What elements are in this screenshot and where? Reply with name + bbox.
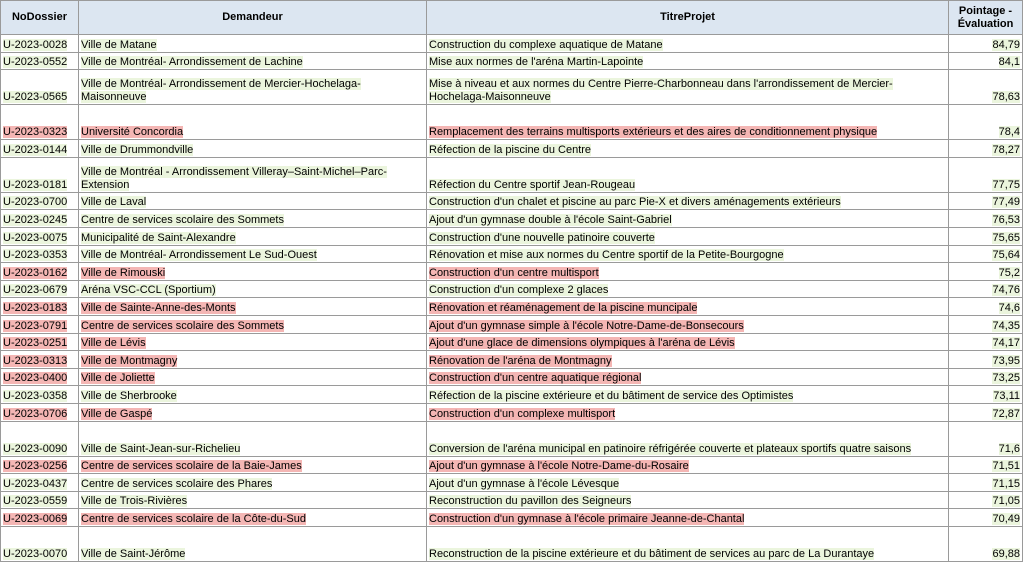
cell-id-text: U-2023-0700 [3,196,68,209]
header-id[interactable]: NoDossier [1,1,79,35]
cell-title-text: Ajout d'un gymnase simple à l'école Notre-Dame-de-Bonsecours [429,319,744,332]
cell-applicant[interactable] [79,386,427,404]
cell-title-text: Construction d'un centre multisport [429,266,599,279]
table-row[interactable] [1,456,1023,474]
cell-score-text: 74,76 [992,284,1020,297]
cell-applicant[interactable] [79,526,427,561]
cell-applicant-text: Ville de Montréal- Arrondissement de Lachine [81,56,303,69]
table-row[interactable] [1,368,1023,386]
cell-id[interactable] [1,280,79,298]
cell-title[interactable] [427,105,949,140]
cell-score-text: 75,65 [992,231,1020,244]
cell-applicant-text: Ville de Montréal - Arrondissement Villeray–Saint-Michel–Parc-Extension [81,165,387,191]
cell-id[interactable] [1,105,79,140]
cell-id[interactable] [1,157,79,192]
cell-title[interactable] [427,315,949,333]
cell-title-text: Reconstruction de la piscine extérieure et du bâtiment de services au parc de La Durantaye [429,547,875,560]
cell-id[interactable] [1,368,79,386]
cell-id-text: U-2023-0075 [3,231,68,244]
cell-applicant-text: Centre de services scolaire de la Côte-du-Sud [81,512,307,525]
cell-id[interactable] [1,52,79,70]
cell-score-text: 73,95 [992,354,1020,367]
cell-id-text: U-2023-0437 [3,477,68,490]
cell-applicant[interactable] [79,70,427,105]
cell-applicant[interactable] [79,509,427,527]
cell-score-text: 74,17 [992,337,1020,350]
cell-score-text: 75,64 [992,249,1020,262]
cell-id[interactable] [1,351,79,369]
cell-title[interactable] [427,386,949,404]
cell-id[interactable] [1,403,79,421]
cell-score-text: 73,25 [992,372,1020,385]
table-row[interactable] [1,192,1023,210]
cell-id-text: U-2023-0069 [3,512,68,525]
cell-score-text: 71,05 [992,495,1020,508]
cell-score[interactable] [949,491,1023,509]
cell-applicant[interactable] [79,474,427,492]
cell-title[interactable] [427,140,949,158]
cell-id[interactable] [1,70,79,105]
cell-id-text: U-2023-0070 [3,547,68,560]
cell-score[interactable] [949,52,1023,70]
cell-id[interactable] [1,263,79,281]
cell-score[interactable] [949,140,1023,158]
cell-title-text: Ajout d'un gymnase à l'école Notre-Dame-du-Rosaire [429,460,689,473]
cell-id-text: U-2023-0559 [3,495,68,508]
cell-title-text: Construction d'un gymnase à l'école primaire Jeanne-de-Chantal [429,512,745,525]
cell-title[interactable] [427,421,949,456]
cell-id[interactable] [1,474,79,492]
cell-id[interactable] [1,421,79,456]
cell-applicant[interactable] [79,351,427,369]
cell-score[interactable] [949,386,1023,404]
cell-applicant[interactable] [79,52,427,70]
cell-title[interactable] [427,474,949,492]
header-score[interactable]: Pointage - Évaluation [949,1,1023,35]
cell-id[interactable] [1,245,79,263]
cell-applicant-text: Centre de services scolaire des Phares [81,477,273,490]
cell-applicant[interactable] [79,227,427,245]
cell-id-text: U-2023-0358 [3,389,68,402]
cell-applicant-text: Ville de Rimouski [81,266,166,279]
cell-applicant-text: Ville de Laval [81,196,147,209]
table-row[interactable] [1,157,1023,192]
cell-title[interactable] [427,456,949,474]
cell-applicant[interactable] [79,421,427,456]
cell-id[interactable] [1,526,79,561]
cell-id-text: U-2023-0162 [3,266,68,279]
cell-id[interactable] [1,315,79,333]
cell-title-text: Ajout d'un gymnase double à l'école Saint-Gabriel [429,213,672,226]
cell-score-text: 73,11 [993,389,1020,402]
cell-applicant-text: Ville de Drummondville [81,143,194,156]
cell-id[interactable] [1,386,79,404]
table-row[interactable] [1,509,1023,527]
cell-id[interactable] [1,456,79,474]
cell-title[interactable] [427,526,949,561]
table-row[interactable] [1,35,1023,53]
cell-score-text: 72,87 [992,407,1020,420]
cell-id-text: U-2023-0028 [3,38,68,51]
cell-score[interactable] [949,474,1023,492]
cell-applicant-text: Ville de Joliette [81,372,155,385]
cell-applicant-text: Ville de Trois-Rivières [81,495,188,508]
cell-id-text: U-2023-0313 [3,354,68,367]
cell-title[interactable] [427,509,949,527]
cell-id-text: U-2023-0090 [3,442,68,455]
table-row[interactable] [1,474,1023,492]
cell-score[interactable] [949,351,1023,369]
cell-applicant[interactable] [79,157,427,192]
cell-applicant[interactable] [79,333,427,351]
cell-id-text: U-2023-0353 [3,249,68,262]
cell-title-text: Remplacement des terrains multisports extérieurs et des aires de conditionnement physique [429,126,878,139]
cell-score-text: 77,75 [992,178,1020,191]
cell-applicant-text: Ville de Matane [81,38,157,51]
cell-applicant-text: Ville de Montréal- Arrondissement de Mercier-Hochelaga-Maisonneuve [81,78,361,104]
cell-title-text: Construction du complexe aquatique de Matane [429,38,663,51]
cell-title-text: Réfection de la piscine extérieure et du bâtiment de service des Optimistes [429,389,794,402]
cell-applicant-text: Centre de services scolaire des Sommets [81,213,284,226]
cell-score[interactable] [949,456,1023,474]
cell-score-text: 78,27 [992,143,1020,156]
cell-title-text: Réfection de la piscine du Centre [429,143,592,156]
cell-id-text: U-2023-0552 [3,56,68,69]
table-row[interactable] [1,298,1023,316]
cell-score[interactable] [949,403,1023,421]
cell-score-text: 69,88 [992,547,1020,560]
table-row[interactable] [1,140,1023,158]
cell-id[interactable] [1,35,79,53]
cell-id-text: U-2023-0181 [3,178,68,191]
table-row[interactable] [1,105,1023,140]
table-row[interactable] [1,280,1023,298]
cell-applicant-text: Aréna VSC-CCL (Sportium) [81,284,216,297]
cell-score[interactable] [949,245,1023,263]
cell-title-text: Mise aux normes de l'aréna Martin-Lapointe [429,56,644,69]
table-body [1,35,1023,562]
cell-id-text: U-2023-0706 [3,407,68,420]
cell-applicant-text: Ville de Saint-Jérôme [81,547,186,560]
table-row[interactable] [1,333,1023,351]
cell-applicant[interactable] [79,140,427,158]
header-applicant[interactable]: Demandeur [79,1,427,35]
cell-id-text: U-2023-0791 [3,319,68,332]
cell-score[interactable] [949,368,1023,386]
cell-score-text: 78,4 [998,126,1020,139]
cell-applicant[interactable] [79,35,427,53]
table-row[interactable] [1,421,1023,456]
cell-score-text: 71,15 [992,477,1020,490]
table-row[interactable] [1,351,1023,369]
cell-title[interactable] [427,280,949,298]
cell-score[interactable] [949,70,1023,105]
cell-score[interactable] [949,227,1023,245]
cell-title-text: Ajout d'une glace de dimensions olympiques à l'aréna de Lévis [429,337,735,350]
cell-score-text: 76,53 [992,213,1020,226]
cell-id[interactable] [1,192,79,210]
cell-score-text: 84,1 [998,56,1020,69]
cell-title-text: Reconstruction du pavillon des Seigneurs [429,495,632,508]
cell-score[interactable] [949,298,1023,316]
cell-applicant[interactable] [79,315,427,333]
cell-applicant-text: Municipalité de Saint-Alexandre [81,231,236,244]
cell-applicant-text: Centre de services scolaire des Sommets [81,319,284,332]
cell-title[interactable] [427,298,949,316]
cell-id-text: U-2023-0565 [3,91,68,104]
cell-title[interactable] [427,227,949,245]
cell-applicant[interactable] [79,298,427,316]
cell-applicant[interactable] [79,105,427,140]
cell-score-text: 75,2 [998,266,1020,279]
cell-title-text: Rénovation et mise aux normes du Centre sportif de la Petite-Bourgogne [429,249,784,262]
cell-title-text: Rénovation et réaménagement de la piscine muncipale [429,301,698,314]
cell-score-text: 71,51 [992,460,1020,473]
cell-applicant-text: Centre de services scolaire de la Baie-James [81,460,302,473]
table-row[interactable] [1,245,1023,263]
cell-id[interactable] [1,298,79,316]
cell-score[interactable] [949,333,1023,351]
cell-id-text: U-2023-0144 [3,143,68,156]
cell-title-text: Ajout d'un gymnase à l'école Lévesque [429,477,620,490]
table-row[interactable] [1,70,1023,105]
cell-score-text: 77,49 [992,196,1020,209]
cell-id-text: U-2023-0323 [3,126,68,139]
cell-applicant-text: Ville de Lévis [81,337,146,350]
cell-id[interactable] [1,491,79,509]
cell-score[interactable] [949,526,1023,561]
cell-title[interactable] [427,192,949,210]
cell-score-text: 74,6 [998,301,1020,314]
cell-applicant-text: Ville de Gaspé [81,407,153,420]
cell-score[interactable] [949,263,1023,281]
cell-title[interactable] [427,403,949,421]
cell-title-text: Construction d'un centre aquatique régional [429,372,642,385]
cell-id-text: U-2023-0400 [3,372,68,385]
cell-id[interactable] [1,140,79,158]
cell-applicant-text: Ville de Sainte-Anne-des-Monts [81,301,236,314]
cell-score[interactable] [949,192,1023,210]
cell-applicant[interactable] [79,403,427,421]
cell-applicant[interactable] [79,280,427,298]
cell-id-text: U-2023-0251 [3,337,68,350]
cell-title-text: Mise à niveau et aux normes du Centre Pierre-Charbonneau dans l'arrondissement de Mercier-Hochelaga-Maisonneuve [429,78,893,104]
cell-score[interactable] [949,421,1023,456]
table-row[interactable] [1,491,1023,509]
cell-applicant[interactable] [79,192,427,210]
cell-score[interactable] [949,210,1023,228]
cell-title[interactable] [427,52,949,70]
table-row[interactable] [1,210,1023,228]
cell-title[interactable] [427,263,949,281]
table-row[interactable] [1,52,1023,70]
cell-score-text: 84,79 [992,38,1020,51]
cell-title-text: Rénovation de l'aréna de Montmagny [429,354,612,367]
header-row [1,1,1023,35]
cell-score[interactable] [949,280,1023,298]
cell-id-text: U-2023-0245 [3,213,68,226]
cell-title[interactable] [427,333,949,351]
cell-applicant[interactable] [79,263,427,281]
cell-score[interactable] [949,35,1023,53]
table-row[interactable] [1,526,1023,561]
cell-applicant-text: Ville de Montmagny [81,354,178,367]
table-row[interactable] [1,263,1023,281]
cell-title[interactable] [427,35,949,53]
header-title[interactable]: TitreProjet [427,1,949,35]
cell-score-text: 70,49 [992,512,1020,525]
cell-applicant[interactable] [79,368,427,386]
cell-id-text: U-2023-0679 [3,284,68,297]
cell-title-text: Construction d'un complexe multisport [429,407,616,420]
cell-title[interactable] [427,70,949,105]
cell-applicant-text: Ville de Sherbrooke [81,389,177,402]
cell-title-text: Conversion de l'aréna municipal en patinoire réfrigérée couverte et plateaux sportifs quatre saisons [429,442,912,455]
cell-id[interactable] [1,210,79,228]
cell-title[interactable] [427,245,949,263]
table-row[interactable] [1,227,1023,245]
cell-applicant[interactable] [79,245,427,263]
cell-score-text: 71,6 [998,442,1020,455]
table-row[interactable] [1,315,1023,333]
cell-applicant[interactable] [79,456,427,474]
cell-title[interactable] [427,368,949,386]
cell-applicant-text: Ville de Montréal- Arrondissement Le Sud-Ouest [81,249,317,262]
cell-applicant-text: Université Concordia [81,126,184,139]
cell-title-text: Construction d'un complexe 2 glaces [429,284,609,297]
cell-score[interactable] [949,105,1023,140]
cell-applicant[interactable] [79,491,427,509]
cell-title-text: Construction d'un chalet et piscine au parc Pie-X et divers aménagements extérieurs [429,196,841,209]
cell-id-text: U-2023-0183 [3,301,68,314]
cell-title-text: Réfection du Centre sportif Jean-Rougeau [429,178,636,191]
cell-score-text: 74,35 [992,319,1020,332]
cell-title-text: Construction d'une nouvelle patinoire couverte [429,231,655,244]
cell-title[interactable] [427,157,949,192]
cell-applicant[interactable] [79,210,427,228]
cell-id-text: U-2023-0256 [3,460,68,473]
cell-title[interactable] [427,491,949,509]
cell-score[interactable] [949,157,1023,192]
table-row[interactable] [1,403,1023,421]
cell-score-text: 78,63 [992,91,1020,104]
cell-id[interactable] [1,333,79,351]
cell-applicant-text: Ville de Saint-Jean-sur-Richelieu [81,442,241,455]
table-row[interactable] [1,386,1023,404]
cell-id[interactable] [1,227,79,245]
cell-title[interactable] [427,351,949,369]
cell-title[interactable] [427,210,949,228]
cell-id[interactable] [1,509,79,527]
cell-score[interactable] [949,315,1023,333]
cell-score[interactable] [949,509,1023,527]
